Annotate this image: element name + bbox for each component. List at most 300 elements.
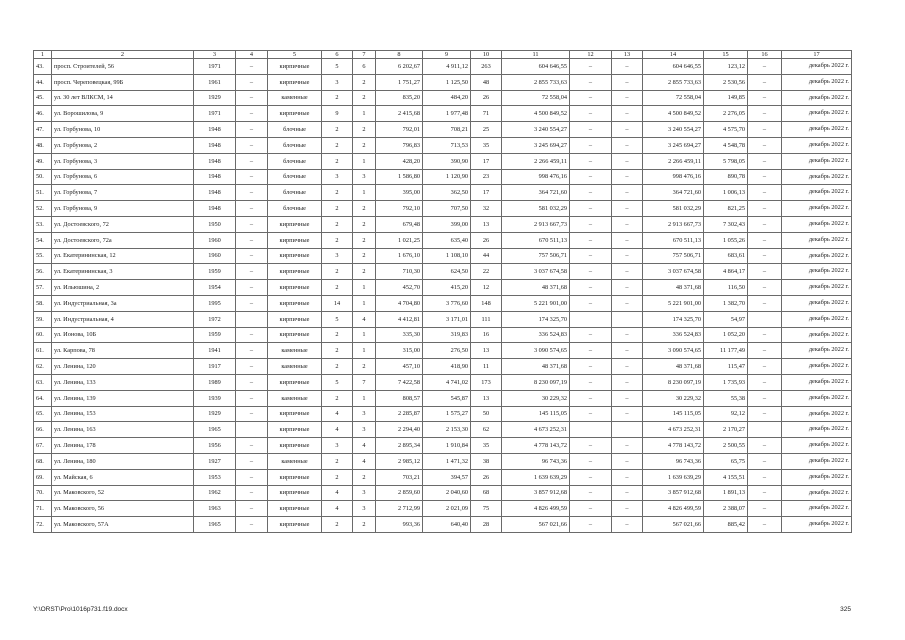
regional-budget-cell: – bbox=[612, 390, 643, 406]
row-number-cell: 69. bbox=[34, 469, 52, 485]
entrances-cell: 6 bbox=[353, 59, 376, 75]
address-cell: ул. Горбунова, 6 bbox=[52, 169, 194, 185]
max-unit-cost-cell: – bbox=[748, 343, 782, 359]
completion-date-cell: декабрь 2022 г. bbox=[782, 280, 852, 296]
living-area-cell: 2 040,60 bbox=[423, 485, 471, 501]
floors-cell: 2 bbox=[322, 201, 353, 217]
column-number-header: 4 bbox=[236, 51, 268, 59]
entrances-cell: 2 bbox=[353, 201, 376, 217]
address-cell: ул. Горбунова, 10 bbox=[52, 122, 194, 138]
living-area-cell: 1 108,10 bbox=[423, 248, 471, 264]
entrances-cell: 2 bbox=[353, 517, 376, 533]
entrances-cell: 1 bbox=[353, 295, 376, 311]
address-cell: ул. Ленина, 139 bbox=[52, 390, 194, 406]
column-number-header: 14 bbox=[643, 51, 704, 59]
year-overhaul-cell: – bbox=[236, 359, 268, 375]
row-number-cell: 64. bbox=[34, 390, 52, 406]
wall-material-cell: кирпичные bbox=[268, 517, 322, 533]
address-cell: ул. Ленина, 178 bbox=[52, 438, 194, 454]
year-built-cell: 1948 bbox=[194, 185, 236, 201]
wall-material-cell: кирпичные bbox=[268, 438, 322, 454]
max-unit-cost-cell: – bbox=[748, 453, 782, 469]
row-number-cell: 51. bbox=[34, 185, 52, 201]
address-cell: ул. Ленина, 120 bbox=[52, 359, 194, 375]
total-area-cell: 315,00 bbox=[376, 343, 423, 359]
column-number-header: 2 bbox=[52, 51, 194, 59]
completion-date-cell: декабрь 2022 г. bbox=[782, 137, 852, 153]
table-row bbox=[34, 390, 852, 406]
regional-budget-cell: – bbox=[612, 295, 643, 311]
owners-funds-cell: 5 221 901,00 bbox=[643, 295, 704, 311]
max-unit-cost-cell: – bbox=[748, 485, 782, 501]
wall-material-cell: кирпичные bbox=[268, 501, 322, 517]
year-overhaul-cell: – bbox=[236, 137, 268, 153]
table-row bbox=[34, 232, 852, 248]
living-area-cell: 390,90 bbox=[423, 153, 471, 169]
fund-support-cell: – bbox=[570, 390, 612, 406]
total-area-cell: 808,57 bbox=[376, 390, 423, 406]
table-row bbox=[34, 248, 852, 264]
total-cost-cell: 174 325,70 bbox=[502, 311, 570, 327]
total-area-cell: 2 985,12 bbox=[376, 453, 423, 469]
owners-funds-cell: 72 558,04 bbox=[643, 90, 704, 106]
completion-date-cell: декабрь 2022 г. bbox=[782, 264, 852, 280]
completion-date-cell: декабрь 2022 г. bbox=[782, 106, 852, 122]
floors-cell: 4 bbox=[322, 406, 353, 422]
year-built-cell: 1959 bbox=[194, 327, 236, 343]
regional-budget-cell: – bbox=[612, 374, 643, 390]
total-area-cell: 7 422,58 bbox=[376, 374, 423, 390]
regional-budget-cell: – bbox=[612, 106, 643, 122]
completion-date-cell: декабрь 2022 г. bbox=[782, 122, 852, 138]
owners-funds-cell: 4 778 143,72 bbox=[643, 438, 704, 454]
entrances-cell: 2 bbox=[353, 90, 376, 106]
year-overhaul-cell: – bbox=[236, 216, 268, 232]
address-cell: ул. Ионова, 10Б bbox=[52, 327, 194, 343]
completion-date-cell: декабрь 2022 г. bbox=[782, 438, 852, 454]
table-row bbox=[34, 501, 852, 517]
column-number-header: 1 bbox=[34, 51, 52, 59]
regional-budget-cell: – bbox=[612, 469, 643, 485]
year-built-cell: 1960 bbox=[194, 248, 236, 264]
floors-cell: 2 bbox=[322, 343, 353, 359]
address-cell: ул. Горбунова, 9 bbox=[52, 201, 194, 217]
total-cost-cell: 30 229,32 bbox=[502, 390, 570, 406]
wall-material-cell: блочные bbox=[268, 137, 322, 153]
floors-cell: 2 bbox=[322, 122, 353, 138]
owners-funds-cell: 4 500 849,52 bbox=[643, 106, 704, 122]
wall-material-cell: кирпичные bbox=[268, 216, 322, 232]
table-row bbox=[34, 311, 852, 327]
fund-support-cell: – bbox=[570, 248, 612, 264]
max-unit-cost-cell: – bbox=[748, 374, 782, 390]
total-area-cell: 2 859,60 bbox=[376, 485, 423, 501]
entrances-cell: 3 bbox=[353, 485, 376, 501]
column-number-header: 3 bbox=[194, 51, 236, 59]
address-cell: ул. Ленина, 180 bbox=[52, 453, 194, 469]
residents-cell: 263 bbox=[471, 59, 502, 75]
completion-date-cell: декабрь 2022 г. bbox=[782, 311, 852, 327]
living-area-cell: 545,87 bbox=[423, 390, 471, 406]
max-unit-cost-cell bbox=[748, 311, 782, 327]
unit-cost-cell: 1 055,26 bbox=[704, 232, 748, 248]
row-number-cell: 58. bbox=[34, 295, 52, 311]
max-unit-cost-cell: – bbox=[748, 501, 782, 517]
regional-budget-cell: – bbox=[612, 406, 643, 422]
year-overhaul-cell bbox=[236, 422, 268, 438]
table-row bbox=[34, 153, 852, 169]
column-number-header: 7 bbox=[353, 51, 376, 59]
living-area-cell: 1 977,48 bbox=[423, 106, 471, 122]
residents-cell: 26 bbox=[471, 90, 502, 106]
year-built-cell: 1917 bbox=[194, 359, 236, 375]
owners-funds-cell: 3 857 912,68 bbox=[643, 485, 704, 501]
max-unit-cost-cell: – bbox=[748, 153, 782, 169]
total-cost-cell: 8 230 097,19 bbox=[502, 374, 570, 390]
table-row bbox=[34, 122, 852, 138]
year-overhaul-cell: – bbox=[236, 453, 268, 469]
year-overhaul-cell bbox=[236, 311, 268, 327]
total-area-cell: 2 895,34 bbox=[376, 438, 423, 454]
fund-support-cell: – bbox=[570, 406, 612, 422]
owners-funds-cell: 96 743,36 bbox=[643, 453, 704, 469]
living-area-cell: 415,20 bbox=[423, 280, 471, 296]
year-overhaul-cell: – bbox=[236, 74, 268, 90]
table-row bbox=[34, 280, 852, 296]
entrances-cell: 4 bbox=[353, 453, 376, 469]
residents-cell: 13 bbox=[471, 216, 502, 232]
row-number-cell: 48. bbox=[34, 137, 52, 153]
completion-date-cell: декабрь 2022 г. bbox=[782, 343, 852, 359]
year-overhaul-cell: – bbox=[236, 390, 268, 406]
floors-cell: 3 bbox=[322, 169, 353, 185]
address-cell: ул. Горбунова, 2 bbox=[52, 137, 194, 153]
residents-cell: 50 bbox=[471, 406, 502, 422]
fund-support-cell: – bbox=[570, 74, 612, 90]
row-number-cell: 55. bbox=[34, 248, 52, 264]
max-unit-cost-cell: – bbox=[748, 185, 782, 201]
fund-support-cell: – bbox=[570, 517, 612, 533]
table-row bbox=[34, 517, 852, 533]
completion-date-cell: декабрь 2022 г. bbox=[782, 453, 852, 469]
unit-cost-cell: 1 735,93 bbox=[704, 374, 748, 390]
completion-date-cell: декабрь 2022 г. bbox=[782, 422, 852, 438]
living-area-cell: 394,57 bbox=[423, 469, 471, 485]
residents-cell: 12 bbox=[471, 280, 502, 296]
column-number-header: 10 bbox=[471, 51, 502, 59]
living-area-cell: 319,83 bbox=[423, 327, 471, 343]
completion-date-cell: декабрь 2022 г. bbox=[782, 485, 852, 501]
unit-cost-cell: 2 276,05 bbox=[704, 106, 748, 122]
year-built-cell: 1948 bbox=[194, 137, 236, 153]
address-cell: ул. Маковского, 52 bbox=[52, 485, 194, 501]
year-overhaul-cell: – bbox=[236, 343, 268, 359]
address-cell: ул. Индустриальная, 3а bbox=[52, 295, 194, 311]
fund-support-cell bbox=[570, 311, 612, 327]
wall-material-cell: кирпичные bbox=[268, 74, 322, 90]
year-overhaul-cell: – bbox=[236, 248, 268, 264]
max-unit-cost-cell: – bbox=[748, 359, 782, 375]
residents-cell: 28 bbox=[471, 517, 502, 533]
residents-cell: 68 bbox=[471, 485, 502, 501]
total-cost-cell: 4 500 849,52 bbox=[502, 106, 570, 122]
entrances-cell: 3 bbox=[353, 501, 376, 517]
fund-support-cell: – bbox=[570, 485, 612, 501]
max-unit-cost-cell: – bbox=[748, 59, 782, 75]
column-number-header: 15 bbox=[704, 51, 748, 59]
residents-cell: 23 bbox=[471, 169, 502, 185]
floors-cell: 14 bbox=[322, 295, 353, 311]
completion-date-cell: декабрь 2022 г. bbox=[782, 185, 852, 201]
housing-repair-table bbox=[33, 50, 852, 533]
year-built-cell: 1972 bbox=[194, 311, 236, 327]
year-built-cell: 1929 bbox=[194, 90, 236, 106]
entrances-cell: 3 bbox=[353, 169, 376, 185]
total-cost-cell: 145 115,05 bbox=[502, 406, 570, 422]
row-number-cell: 45. bbox=[34, 90, 52, 106]
total-area-cell: 835,20 bbox=[376, 90, 423, 106]
year-built-cell: 1948 bbox=[194, 122, 236, 138]
row-number-cell: 50. bbox=[34, 169, 52, 185]
table-row bbox=[34, 185, 852, 201]
total-cost-cell: 72 558,04 bbox=[502, 90, 570, 106]
year-built-cell: 1948 bbox=[194, 169, 236, 185]
floors-cell: 2 bbox=[322, 216, 353, 232]
year-overhaul-cell: – bbox=[236, 169, 268, 185]
wall-material-cell: кирпичные bbox=[268, 280, 322, 296]
fund-support-cell: – bbox=[570, 438, 612, 454]
floors-cell: 2 bbox=[322, 359, 353, 375]
fund-support-cell: – bbox=[570, 106, 612, 122]
unit-cost-cell: 54,97 bbox=[704, 311, 748, 327]
unit-cost-cell: 4 575,70 bbox=[704, 122, 748, 138]
table-row bbox=[34, 74, 852, 90]
table-row bbox=[34, 374, 852, 390]
completion-date-cell: декабрь 2022 г. bbox=[782, 295, 852, 311]
table-row bbox=[34, 169, 852, 185]
address-cell: ул. 30 лет ВЛКСМ, 14 bbox=[52, 90, 194, 106]
floors-cell: 4 bbox=[322, 501, 353, 517]
wall-material-cell: блочные bbox=[268, 122, 322, 138]
fund-support-cell: – bbox=[570, 122, 612, 138]
regional-budget-cell: – bbox=[612, 438, 643, 454]
owners-funds-cell: 4 673 252,31 bbox=[643, 422, 704, 438]
row-number-cell: 60. bbox=[34, 327, 52, 343]
table-row bbox=[34, 216, 852, 232]
total-area-cell: 335,30 bbox=[376, 327, 423, 343]
max-unit-cost-cell: – bbox=[748, 137, 782, 153]
column-number-header: 5 bbox=[268, 51, 322, 59]
year-built-cell: 1995 bbox=[194, 295, 236, 311]
year-overhaul-cell: – bbox=[236, 406, 268, 422]
residents-cell: 25 bbox=[471, 122, 502, 138]
address-cell: ул. Индустриальная, 4 bbox=[52, 311, 194, 327]
year-built-cell: 1956 bbox=[194, 438, 236, 454]
floors-cell: 3 bbox=[322, 438, 353, 454]
fund-support-cell: – bbox=[570, 59, 612, 75]
total-cost-cell: 581 032,29 bbox=[502, 201, 570, 217]
address-cell: ул. Майская, 6 bbox=[52, 469, 194, 485]
owners-funds-cell: 567 021,66 bbox=[643, 517, 704, 533]
column-number-header: 8 bbox=[376, 51, 423, 59]
regional-budget-cell: – bbox=[612, 280, 643, 296]
year-overhaul-cell: – bbox=[236, 201, 268, 217]
table-row bbox=[34, 327, 852, 343]
completion-date-cell: декабрь 2022 г. bbox=[782, 501, 852, 517]
residents-cell: 71 bbox=[471, 106, 502, 122]
year-built-cell: 1959 bbox=[194, 264, 236, 280]
unit-cost-cell: 2 388,07 bbox=[704, 501, 748, 517]
max-unit-cost-cell bbox=[748, 422, 782, 438]
fund-support-cell: – bbox=[570, 185, 612, 201]
completion-date-cell: декабрь 2022 г. bbox=[782, 169, 852, 185]
year-overhaul-cell: – bbox=[236, 106, 268, 122]
wall-material-cell: кирпичные bbox=[268, 469, 322, 485]
completion-date-cell: декабрь 2022 г. bbox=[782, 232, 852, 248]
table-row bbox=[34, 438, 852, 454]
fund-support-cell: – bbox=[570, 295, 612, 311]
row-number-cell: 49. bbox=[34, 153, 52, 169]
entrances-cell: 2 bbox=[353, 137, 376, 153]
completion-date-cell: декабрь 2022 г. bbox=[782, 153, 852, 169]
total-area-cell: 796,83 bbox=[376, 137, 423, 153]
wall-material-cell: каменные bbox=[268, 359, 322, 375]
total-cost-cell: 48 371,68 bbox=[502, 280, 570, 296]
owners-funds-cell: 4 826 499,59 bbox=[643, 501, 704, 517]
unit-cost-cell: 4 155,51 bbox=[704, 469, 748, 485]
max-unit-cost-cell: – bbox=[748, 264, 782, 280]
row-number-cell: 57. bbox=[34, 280, 52, 296]
total-area-cell: 457,10 bbox=[376, 359, 423, 375]
total-area-cell: 2 294,40 bbox=[376, 422, 423, 438]
regional-budget-cell: – bbox=[612, 74, 643, 90]
year-overhaul-cell: – bbox=[236, 327, 268, 343]
living-area-cell: 2 153,30 bbox=[423, 422, 471, 438]
year-built-cell: 1971 bbox=[194, 106, 236, 122]
fund-support-cell: – bbox=[570, 232, 612, 248]
regional-budget-cell: – bbox=[612, 327, 643, 343]
living-area-cell: 399,00 bbox=[423, 216, 471, 232]
residents-cell: 32 bbox=[471, 201, 502, 217]
living-area-cell: 4 911,12 bbox=[423, 59, 471, 75]
entrances-cell: 2 bbox=[353, 264, 376, 280]
residents-cell: 16 bbox=[471, 327, 502, 343]
living-area-cell: 1 125,50 bbox=[423, 74, 471, 90]
address-cell: ул. Достоевского, 72 bbox=[52, 216, 194, 232]
wall-material-cell: кирпичные bbox=[268, 264, 322, 280]
row-number-cell: 52. bbox=[34, 201, 52, 217]
max-unit-cost-cell: – bbox=[748, 90, 782, 106]
wall-material-cell: блочные bbox=[268, 185, 322, 201]
completion-date-cell: декабрь 2022 г. bbox=[782, 517, 852, 533]
completion-date-cell: декабрь 2022 г. bbox=[782, 390, 852, 406]
address-cell: ул. Ильюшина, 2 bbox=[52, 280, 194, 296]
unit-cost-cell: 149,85 bbox=[704, 90, 748, 106]
wall-material-cell: кирпичные bbox=[268, 406, 322, 422]
address-cell: ул. Екатерининская, 3 bbox=[52, 264, 194, 280]
living-area-cell: 1 120,90 bbox=[423, 169, 471, 185]
year-overhaul-cell: – bbox=[236, 153, 268, 169]
wall-material-cell: кирпичные bbox=[268, 232, 322, 248]
wall-material-cell: каменные bbox=[268, 390, 322, 406]
total-cost-cell: 336 524,83 bbox=[502, 327, 570, 343]
total-cost-cell: 2 913 667,73 bbox=[502, 216, 570, 232]
owners-funds-cell: 336 524,83 bbox=[643, 327, 704, 343]
row-number-cell: 70. bbox=[34, 485, 52, 501]
row-number-cell: 54. bbox=[34, 232, 52, 248]
floors-cell: 2 bbox=[322, 232, 353, 248]
row-number-cell: 59. bbox=[34, 311, 52, 327]
wall-material-cell: блочные bbox=[268, 201, 322, 217]
regional-budget-cell: – bbox=[612, 153, 643, 169]
year-built-cell: 1954 bbox=[194, 280, 236, 296]
year-built-cell: 1971 bbox=[194, 59, 236, 75]
total-area-cell: 1 751,27 bbox=[376, 74, 423, 90]
residents-cell: 11 bbox=[471, 359, 502, 375]
regional-budget-cell: – bbox=[612, 453, 643, 469]
living-area-cell: 1 575,27 bbox=[423, 406, 471, 422]
entrances-cell: 2 bbox=[353, 74, 376, 90]
entrances-cell: 1 bbox=[353, 185, 376, 201]
row-number-cell: 56. bbox=[34, 264, 52, 280]
owners-funds-cell: 3 240 554,27 bbox=[643, 122, 704, 138]
total-cost-cell: 998 476,16 bbox=[502, 169, 570, 185]
owners-funds-cell: 3 090 574,65 bbox=[643, 343, 704, 359]
max-unit-cost-cell: – bbox=[748, 232, 782, 248]
total-cost-cell: 2 855 733,63 bbox=[502, 74, 570, 90]
max-unit-cost-cell: – bbox=[748, 390, 782, 406]
column-number-header: 9 bbox=[423, 51, 471, 59]
residents-cell: 22 bbox=[471, 264, 502, 280]
regional-budget-cell: – bbox=[612, 248, 643, 264]
unit-cost-cell: 683,61 bbox=[704, 248, 748, 264]
table-row bbox=[34, 106, 852, 122]
address-cell: ул. Ленина, 153 bbox=[52, 406, 194, 422]
fund-support-cell bbox=[570, 422, 612, 438]
max-unit-cost-cell: – bbox=[748, 469, 782, 485]
column-number-row bbox=[34, 51, 852, 59]
unit-cost-cell: 4 548,78 bbox=[704, 137, 748, 153]
row-number-cell: 53. bbox=[34, 216, 52, 232]
max-unit-cost-cell: – bbox=[748, 169, 782, 185]
completion-date-cell: декабрь 2022 г. bbox=[782, 216, 852, 232]
total-cost-cell: 3 245 694,27 bbox=[502, 137, 570, 153]
max-unit-cost-cell: – bbox=[748, 295, 782, 311]
entrances-cell: 4 bbox=[353, 438, 376, 454]
floors-cell: 5 bbox=[322, 59, 353, 75]
living-area-cell: 1 910,84 bbox=[423, 438, 471, 454]
table-row bbox=[34, 359, 852, 375]
entrances-cell: 2 bbox=[353, 216, 376, 232]
floors-cell: 2 bbox=[322, 517, 353, 533]
total-area-cell: 4 704,80 bbox=[376, 295, 423, 311]
total-area-cell: 679,48 bbox=[376, 216, 423, 232]
total-cost-cell: 364 721,60 bbox=[502, 185, 570, 201]
row-number-cell: 68. bbox=[34, 453, 52, 469]
year-built-cell: 1960 bbox=[194, 232, 236, 248]
year-overhaul-cell: – bbox=[236, 232, 268, 248]
column-number-header: 17 bbox=[782, 51, 852, 59]
max-unit-cost-cell: – bbox=[748, 106, 782, 122]
floors-cell: 2 bbox=[322, 90, 353, 106]
completion-date-cell: декабрь 2022 г. bbox=[782, 327, 852, 343]
entrances-cell: 1 bbox=[353, 153, 376, 169]
owners-funds-cell: 1 639 639,29 bbox=[643, 469, 704, 485]
table-row bbox=[34, 201, 852, 217]
residents-cell: 173 bbox=[471, 374, 502, 390]
total-area-cell: 428,20 bbox=[376, 153, 423, 169]
total-area-cell: 1 021,25 bbox=[376, 232, 423, 248]
